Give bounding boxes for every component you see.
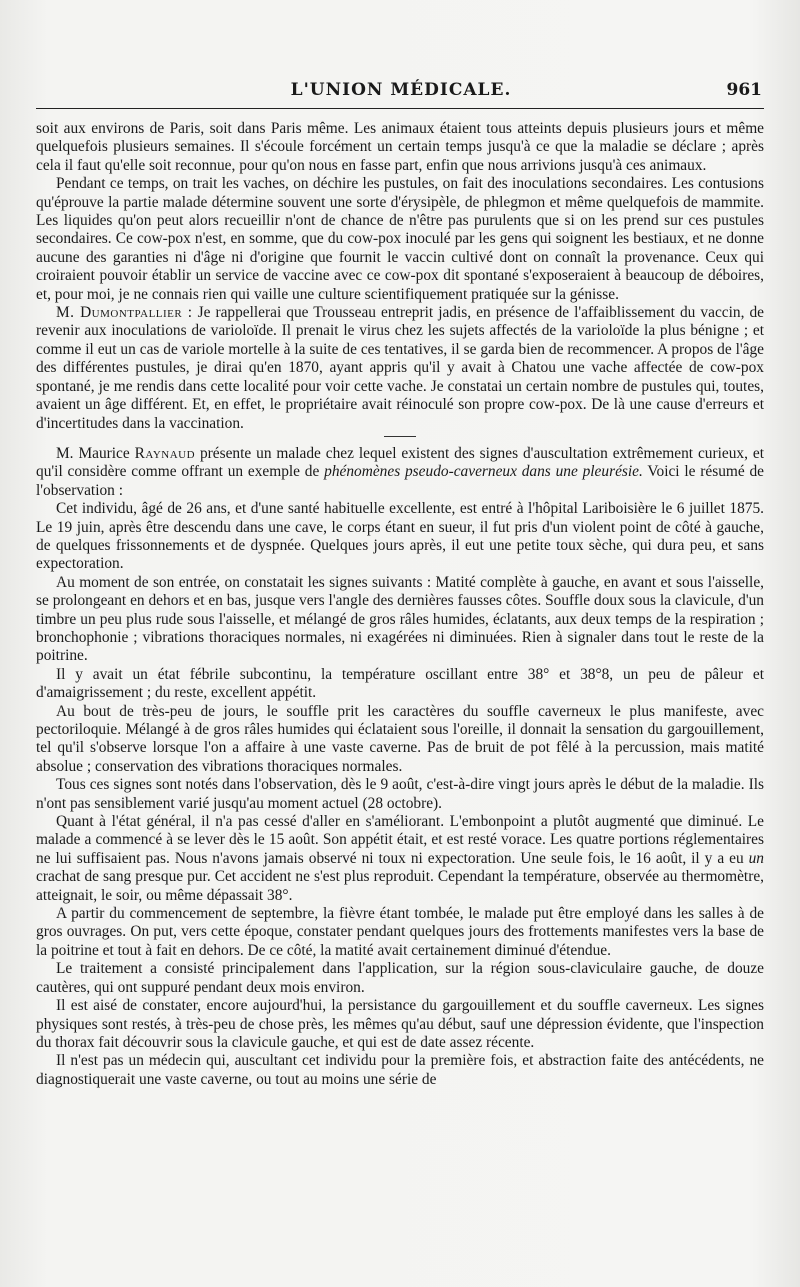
paragraph: Il y avait un état fébrile subcontinu, la température oscillant entre 38° et 38°8, un peu de pâleur et d'amaigrissement ; du reste, excellent appétit. xyxy=(36,665,764,702)
paragraph-text: Quant à l'état général, il n'a pas cessé d'aller en s'améliorant. L'embonpoint a plutôt augmenté que diminué. Le malade a commencé à se lever dès le 15 août. Son appétit était, et est resté vorace. Les quatre portions réglementaires ne lui suffisaient pas. Nous n'avons jamais observé ni toux ni expectoration. Une seule fois, le 16 août, il y a eu xyxy=(36,813,764,867)
running-title: L'UNION MÉDICALE. xyxy=(290,80,512,100)
page-header xyxy=(40,78,762,108)
paragraph: Au moment de son entrée, on constatait les signes suivants : Matité complète à gauche, en avant et sous l'aisselle, se prolongeant en dehors et en bas, jusque vers l'angle des dernières fausses côtes. Souffle doux sous la clavicule, d'un timbre un peu plus rude sous l'aisselle, et mélangé de gros râles humides, éclatants, aux deux temps de la respiration ; bronchophonie ; vibrations thoraciques normales, ni exagérées ni diminuées. Rien à signaler dans tout le reste de la poitrine. xyxy=(36,573,764,665)
speaker-name: M. Dumontpallier : xyxy=(56,304,193,322)
page-number: 961 xyxy=(726,80,762,100)
paragraph xyxy=(36,445,764,500)
section-divider xyxy=(384,436,416,437)
italic-phrase: phénomènes pseudo-caverneux dans une pleurésie. xyxy=(324,463,643,481)
paragraph: soit aux environs de Paris, soit dans Paris même. Les animaux étaient tous atteints depuis plusieurs jours et même quelquefois plusieurs semaines. Il s'écoule forcément un certain temps jusqu'à ce que la maladie se déclare ; après cela il faut qu'elle soit reconnue, pour qu'on nous en fasse part, enfin que nous arrivions jusqu'à ces animaux. xyxy=(36,120,764,174)
paragraph-text: crachat de sang presque pur. Cet accident ne s'est plus reproduit. Cependant la température, observée au thermomètre, atteignait, le soir, ou même dépassait 38°. xyxy=(36,868,764,904)
speaker-name: Raynaud xyxy=(134,444,196,462)
header-rule xyxy=(36,108,764,109)
article-body xyxy=(36,120,764,1089)
paragraph: Pendant ce temps, on trait les vaches, on déchire les pustules, on fait des inoculations secondaires. Les contusions qu'éprouve la partie malade détermine souvent une sorte d'érysipèle, de phlegmon et même quelquefois de mammite. Les liquides qu'on peut alors recueillir n'ont de chance de n'être pas purulents que si on les prend sur ces pustules secondaires. Ce cow-pox n'est, en somme, que du cow-pox inoculé par les gens qui soignent les bestiaux, et ne donne aucune des garanties ni d'âge ni d'origine que fournit le vaccin cultivé dont on connaît la provenance. Ceux qui croiraient pouvoir établir un service de vaccine avec ce cow-pox dit spontané s'exposeraient à beaucoup de déboires, et, pour moi, je ne connais rien qui vaille une culture scientifiquement pratiquée sur la génisse. xyxy=(36,175,764,303)
paragraph-text: Voici le résumé de l'observation : xyxy=(36,463,764,499)
paragraph: Il n'est pas un médecin qui, auscultant cet individu pour la première fois, et abstraction faite des antécédents, ne diagnostiquerait une vaste caverne, ou tout au moins une série de xyxy=(36,1052,764,1088)
paragraph-text: Je rappellerai que Trousseau entreprit jadis, en présence de l'affaiblissement du vaccin, de revenir aux inoculations de varioloïde. Il prenait le virus chez les sujets affectés de la varioloïde la plus bénigne ; et comme il eut un cas de variole mortelle à la suite de ces tentatives, il se garda bien de recommencer. A propos de l'âge des différentes pustules, je dirai qu'en 1870, ayant appris qu'il y avait à Chatou une vache affectée de cow-pox spontané, je me rendis dans cette localité pour voir cette vache. Je constatai un certain nombre de pustules qui, toutes, avaient un âge différent. Et, en effet, le propriétaire avait réinoculé son propre cow-pox. De là une cause d'erreurs et d'incertitudes dans la vaccination. xyxy=(36,304,764,432)
paragraph xyxy=(36,813,764,905)
paragraph: Il est aisé de constater, encore aujourd'hui, la persistance du gargouillement et du souffle caverneux. Les signes physiques sont restés, à très-peu de chose près, les mêmes qu'au début, sauf une dépression évidente, que l'inspection du thorax fait découvrir sous la clavicule gauche, et qui est de date assez récente. xyxy=(36,997,764,1051)
speaker-prefix: M. Maurice xyxy=(56,444,135,462)
paragraph-text: présente un malade chez lequel existent des signes d'auscultation extrêmement curieux, et qu'il considère comme offrant un exemple de xyxy=(36,444,764,481)
paragraph: Tous ces signes sont notés dans l'observation, dès le 9 août, c'est-à-dire vingt jours après le début de la maladie. Ils n'ont pas sensiblement varié jusqu'au moment actuel (28 octobre). xyxy=(36,776,764,812)
paragraph: Cet individu, âgé de 26 ans, et d'une santé habituelle excellente, est entré à l'hôpital Lariboisière le 6 juillet 1875. Le 19 juin, après être descendu dans une cave, le corps étant en sueur, il fut pris d'un violent point de côté à gauche, de quelques frissonnements et de dyspnée. Quelques jours après, il eut une petite toux sèche, qui dura peu, et sans expectoration. xyxy=(36,500,764,573)
italic-word: un xyxy=(748,849,764,867)
paragraph: Au bout de très-peu de jours, le souffle prit les caractères du souffle caverneux le plus manifeste, avec pectoriloquie. Mélangé à de gros râles humides qui éclataient sous l'oreille, il donnait la sensation du gargouillement, tel qu'il s'observe lorsque l'on a affaire à une vaste caverne. Pas de bruit de pot fêlé à la percussion, mais matité absolue ; conservation des vibrations thoraciques normales. xyxy=(36,702,764,775)
paragraph: Le traitement a consisté principalement dans l'application, sur la région sous-claviculaire gauche, de douze cautères, qui ont suppuré pendant deux mois environ. xyxy=(36,960,764,996)
paragraph: A partir du commencement de septembre, la fièvre étant tombée, le malade put être employé dans les salles à de gros ouvrages. On put, vers cette époque, constater pendant quelques jours des frottements manifestes vers la base de la poitrine et tout à fait en dehors. De ce côté, la matité avait certainement diminué d'étendue. xyxy=(36,905,764,959)
paragraph xyxy=(36,304,764,433)
